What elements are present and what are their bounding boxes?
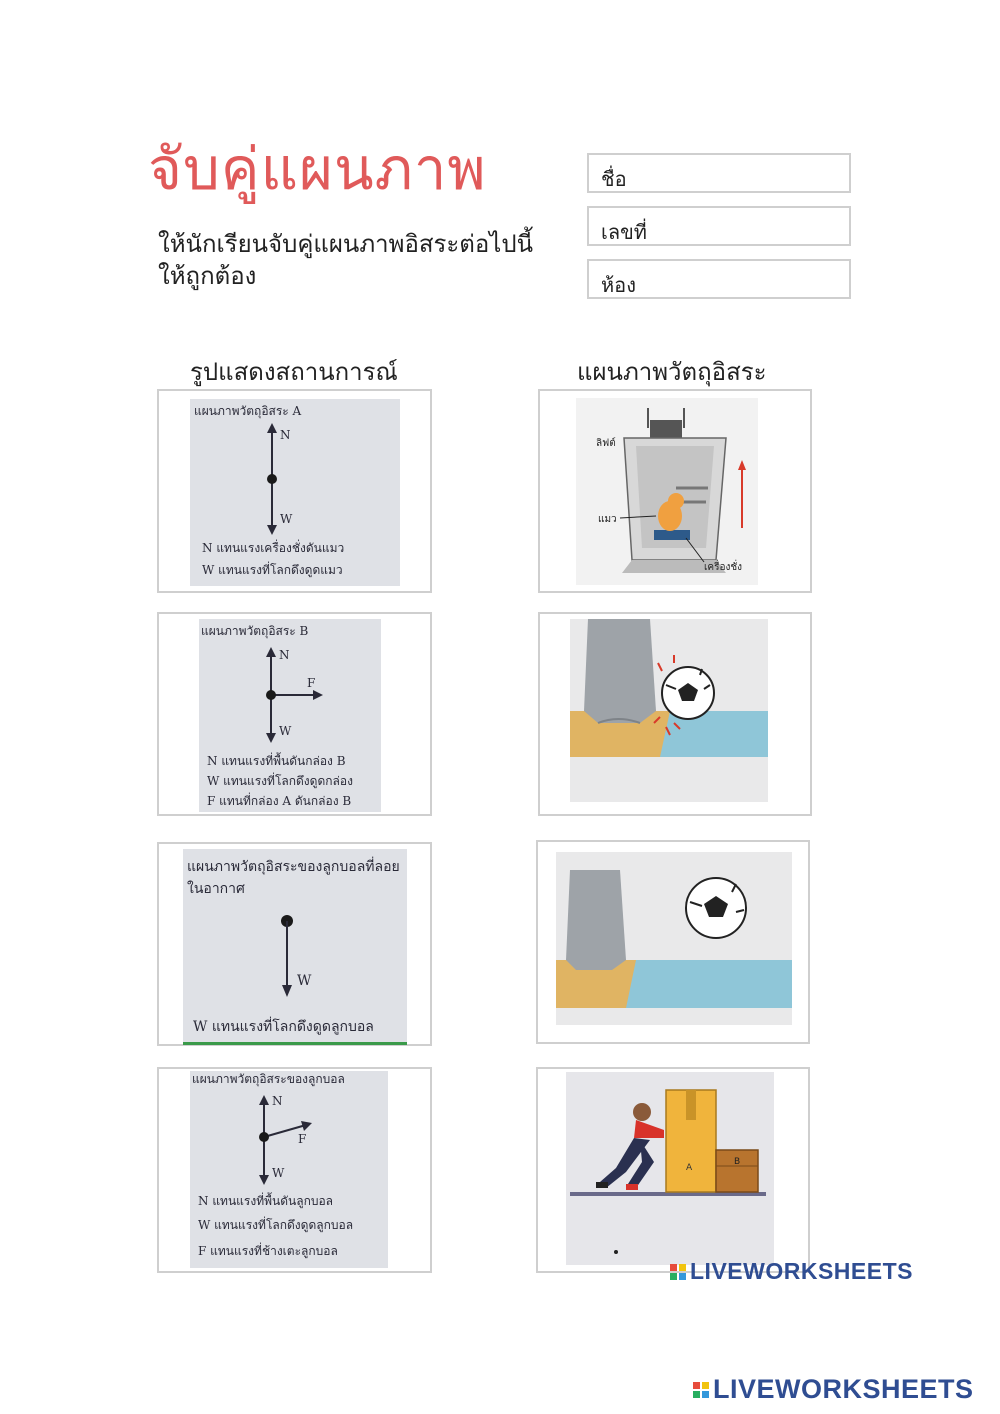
fbd-ball-label-n: N xyxy=(272,1094,283,1108)
cat-label: แมว xyxy=(598,514,617,525)
liveworksheets-footer-logo[interactable] xyxy=(693,1374,974,1405)
lift-cat-image xyxy=(576,398,758,585)
man-push-boxes-image xyxy=(566,1072,774,1265)
scale-label: เครื่องชั่ง xyxy=(704,562,743,573)
name-field-label: ชื่อ xyxy=(601,167,627,191)
liveworksheets-footer-logo-icon xyxy=(693,1382,709,1398)
fbd-ball-legend-3: F แทนแรงที่ช้างเตะลูกบอล xyxy=(198,1244,338,1258)
fbd-a-legend-1: N แทนแรงเครื่องชั่งดันแมว xyxy=(202,541,345,555)
liveworksheets-inline-text: LIVEWORKSHEETS xyxy=(690,1258,913,1284)
instructions xyxy=(158,228,533,293)
fbd-ball-air-heading-2: ในอากาศ xyxy=(187,881,245,897)
page-title: จับคู่แผนภาพ xyxy=(148,135,487,203)
fbd-ball-air-heading-1: แผนภาพวัตถุอิสระของลูกบอลที่ลอย xyxy=(187,859,400,875)
left-card-4[interactable] xyxy=(157,1067,432,1273)
fbd-ball-heading: แผนภาพวัตถุอิสระของลูกบอล xyxy=(192,1072,345,1086)
instruction-line-1: ให้นักเรียนจับคู่แผนภาพอิสระต่อไปนี้ xyxy=(158,230,533,258)
fbd-a-image xyxy=(190,399,400,586)
name-field[interactable] xyxy=(587,153,851,193)
right-card-3[interactable] xyxy=(536,840,810,1044)
room-field[interactable] xyxy=(587,259,851,299)
fbd-a-heading: แผนภาพวัตถุอิสระ A xyxy=(194,404,302,418)
fbd-a-label-w: W xyxy=(280,512,293,526)
fbd-ball-air-legend-1: W แทนแรงที่โลกดึงดูดลูกบอล xyxy=(193,1019,374,1035)
fbd-ball-label-w: W xyxy=(272,1166,285,1180)
fbd-a-label-n: N xyxy=(280,428,291,442)
number-field-label: เลขที่ xyxy=(601,220,647,244)
elephant-kick-image xyxy=(570,619,768,802)
fbd-b-label-f: F xyxy=(307,676,316,690)
fbd-b-image xyxy=(199,619,381,812)
lift-label: ลิฟต์ xyxy=(596,438,616,449)
instruction-line-2: ให้ถูกต้อง xyxy=(158,262,257,291)
fbd-ball-air-image xyxy=(183,849,407,1045)
right-card-4[interactable] xyxy=(536,1067,810,1273)
fbd-b-label-w: W xyxy=(279,724,292,738)
liveworksheets-inline-logo xyxy=(670,1258,913,1285)
box-b-label: B xyxy=(734,1157,741,1167)
left-column-heading: รูปแสดงสถานการณ์ xyxy=(190,358,398,386)
liveworksheets-logo-icon xyxy=(670,1264,686,1280)
fbd-a-legend-2: W แทนแรงที่โลกดึงดูดแมว xyxy=(202,563,343,577)
elephant-ball-air-image xyxy=(556,852,792,1025)
fbd-ball-label-f: F xyxy=(298,1132,307,1146)
fbd-b-label-n: N xyxy=(279,648,290,662)
right-card-2[interactable] xyxy=(538,612,812,816)
left-card-3[interactable] xyxy=(157,842,432,1046)
fbd-ball-image xyxy=(190,1071,388,1268)
box-a-label: A xyxy=(686,1163,693,1173)
number-field[interactable] xyxy=(587,206,851,246)
left-card-2[interactable] xyxy=(157,612,432,816)
fbd-ball-legend-2: W แทนแรงที่โลกดึงดูดลูกบอล xyxy=(198,1218,354,1232)
fbd-ball-air-label-w: W xyxy=(297,973,312,989)
liveworksheets-footer-text: LIVEWORKSHEETS xyxy=(713,1374,974,1404)
left-card-1[interactable] xyxy=(157,389,432,593)
fbd-ball-legend-1: N แทนแรงที่พื้นดันลูกบอล xyxy=(198,1194,334,1208)
fbd-b-legend-3: F แทนที่กล่อง A ดันกล่อง B xyxy=(207,794,352,808)
room-field-label: ห้อง xyxy=(601,273,636,297)
fbd-b-legend-1: N แทนแรงที่พื้นดันกล่อง B xyxy=(207,754,346,768)
right-card-1[interactable] xyxy=(538,389,812,593)
right-column-heading: แผนภาพวัตถุอิสระ xyxy=(577,358,767,386)
fbd-b-legend-2: W แทนแรงที่โลกดึงดูดกล่อง xyxy=(207,774,353,788)
fbd-b-heading: แผนภาพวัตถุอิสระ B xyxy=(201,624,309,638)
